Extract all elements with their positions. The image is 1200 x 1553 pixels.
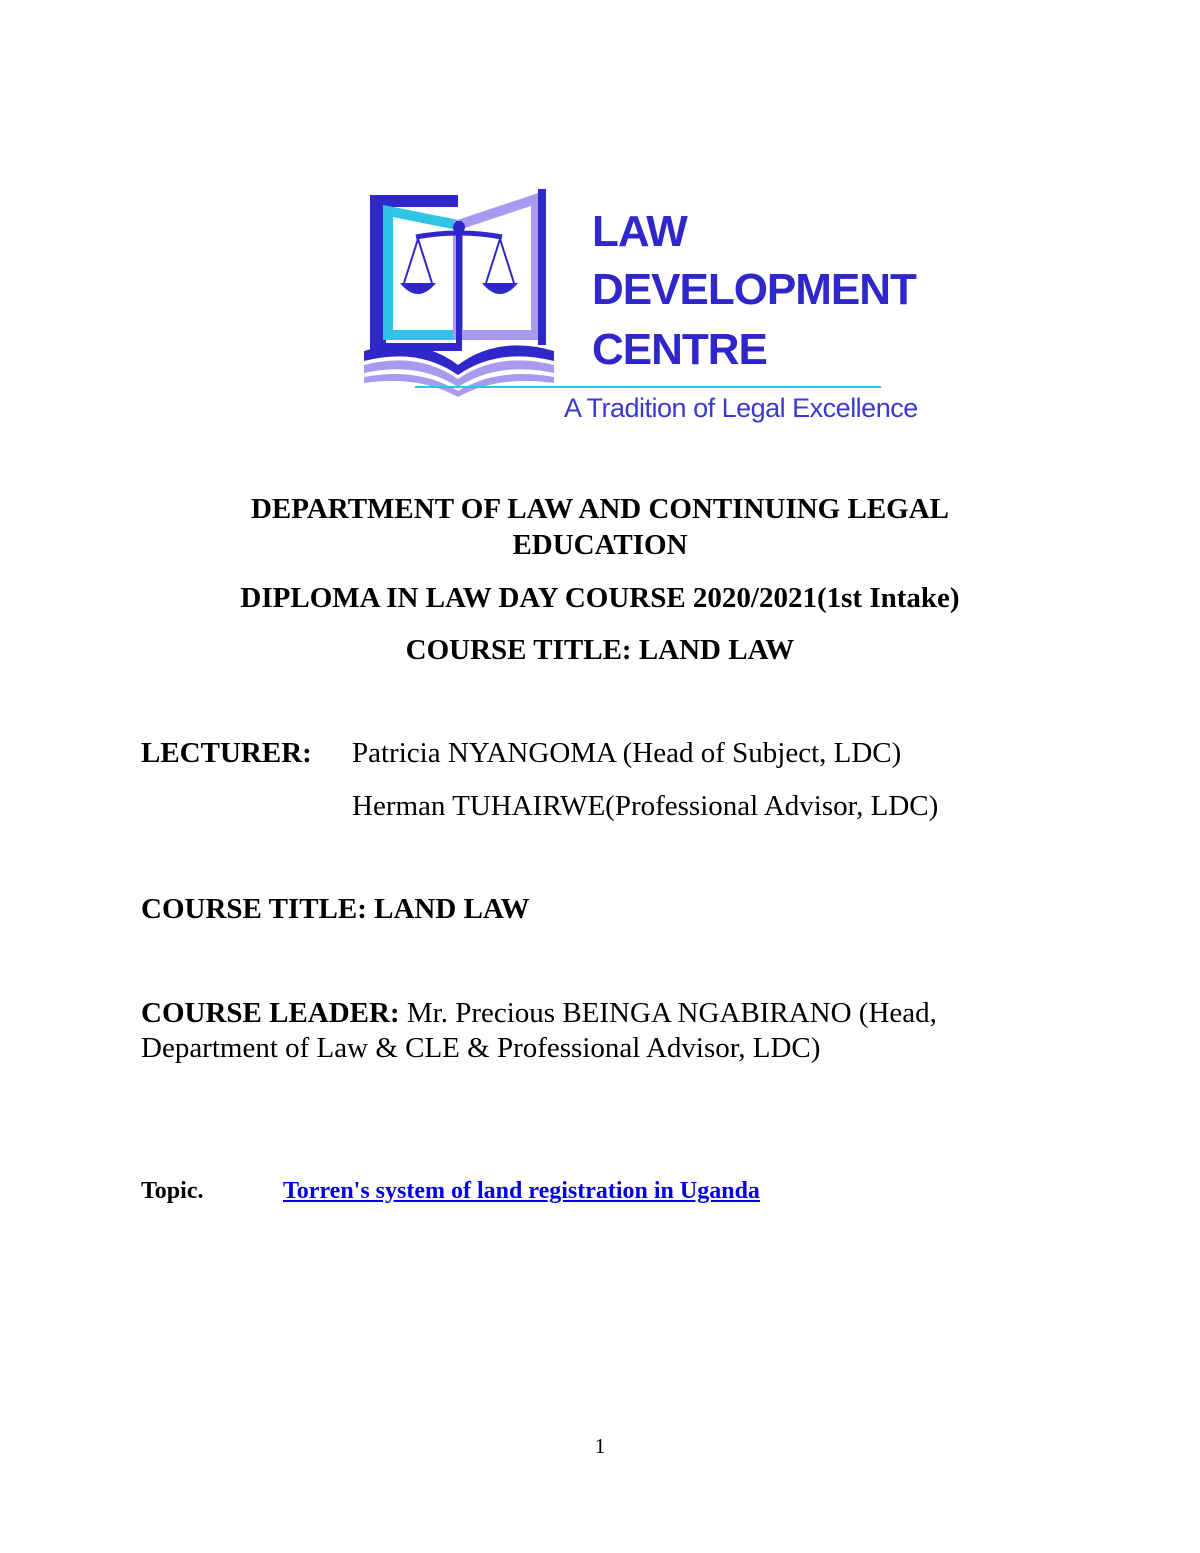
logo-line-development: DEVELOPMENT xyxy=(592,265,916,314)
course-title-heading: COURSE TITLE: LAND LAW xyxy=(405,634,795,666)
page-number: 1 xyxy=(594,1434,606,1458)
lecturer-name: Patricia NYANGOMA (Head of Subject, LDC) xyxy=(352,737,902,769)
department-heading-line2: EDUCATION xyxy=(512,529,688,561)
topic-label: Topic. xyxy=(141,1178,204,1204)
logo-line-law: LAW xyxy=(592,207,687,256)
course-leader-line2: Department of Law & CLE & Professional Advisor, LDC) xyxy=(141,1032,821,1064)
course-leader-line1 xyxy=(141,997,937,1030)
lecturer-label: LECTURER: xyxy=(141,737,312,769)
course-leader-text: Mr. Precious BEINGA NGABIRANO (Head, xyxy=(399,997,937,1029)
logo-line-centre: CENTRE xyxy=(592,325,767,374)
logo-tagline: A Tradition of Legal Excellence xyxy=(564,393,918,423)
topic-link[interactable]: Torren's system of land registration in Uganda xyxy=(283,1178,760,1204)
department-heading-line1: DEPARTMENT OF LAW AND CONTINUING LEGAL xyxy=(250,493,950,525)
logo-divider xyxy=(415,386,881,388)
course-leader-label: COURSE LEADER: xyxy=(141,997,400,1029)
course-title: COURSE TITLE: LAND LAW xyxy=(141,893,530,925)
lecturer-name: Herman TUHAIRWE(Professional Advisor, LDC) xyxy=(352,790,939,822)
diploma-heading: DIPLOMA IN LAW DAY COURSE 2020/2021(1st Intake) xyxy=(240,582,960,614)
